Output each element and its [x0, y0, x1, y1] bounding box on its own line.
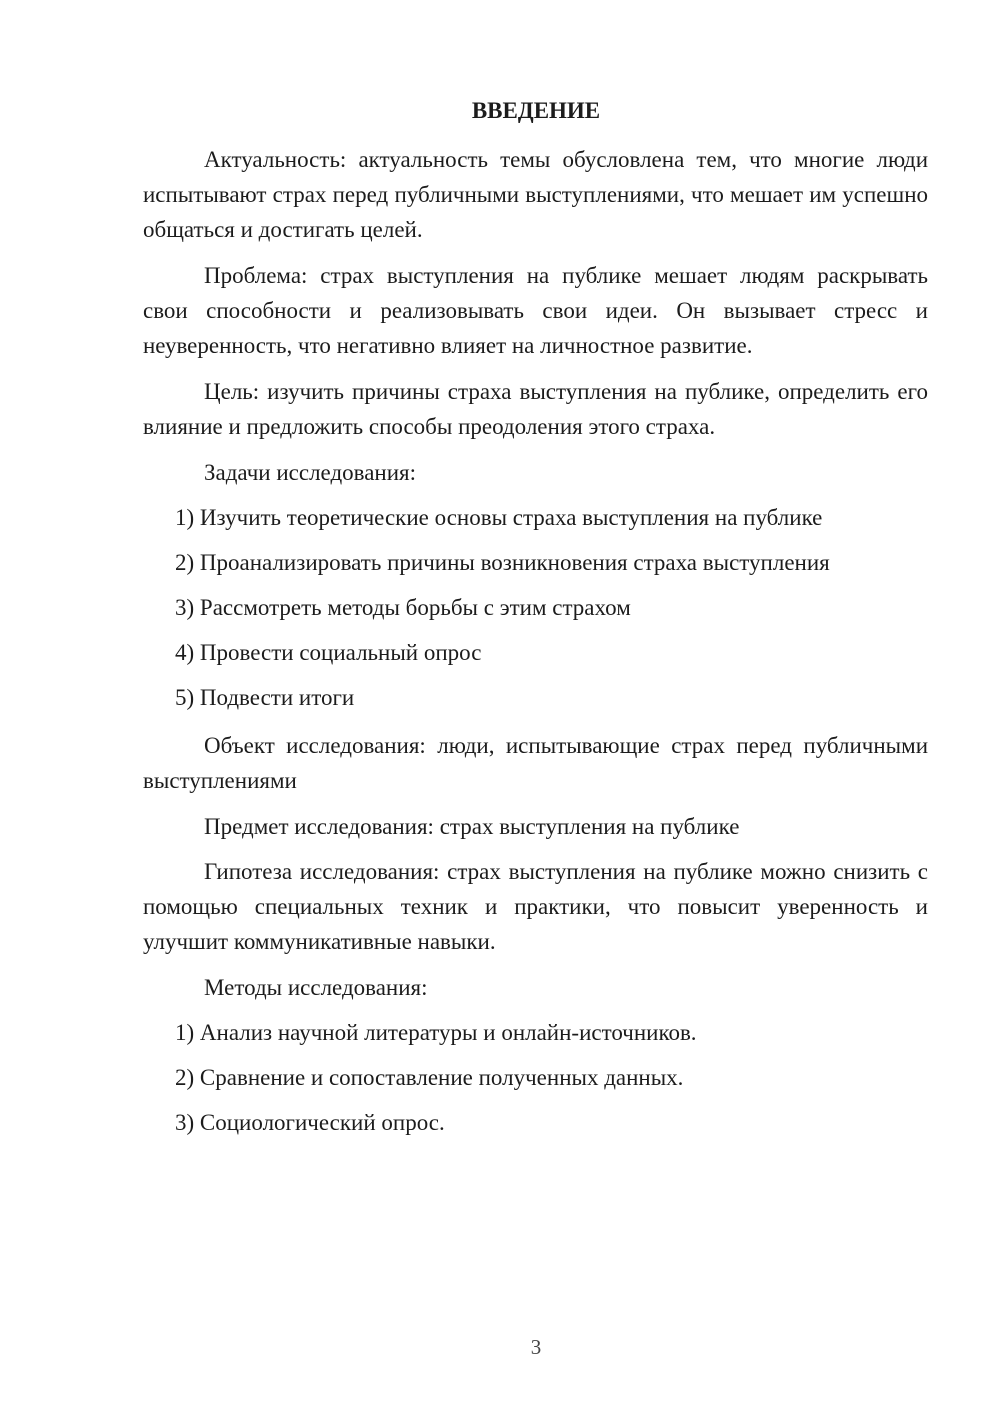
task-item-4: 4) Провести социальный опрос: [175, 640, 482, 665]
page-number: 3: [530, 1335, 542, 1359]
methods-heading: Методы исследования:: [204, 975, 428, 1000]
task-item-3: 3) Рассмотреть методы борьбы с этим страхом: [175, 595, 631, 620]
object-paragraph: Объект исследования: люди, испытывающие страх перед публичными выступлениями: [143, 733, 928, 793]
hypothesis-paragraph: Гипотеза исследования: страх выступления на публике можно снизить с помощью специальных техник и практики, что повысит уверенность и улучшит коммуникативные навыки.: [143, 859, 928, 954]
goal-paragraph: Цель: изучить причины страха выступления на публике, определить его влияние и предложить способы преодоления этого страха.: [143, 379, 928, 439]
task-item-1: 1) Изучить теоретические основы страха выступления на публике: [175, 505, 823, 530]
method-item-2: 2) Сравнение и сопоставление полученных данных.: [175, 1065, 684, 1090]
tasks-heading: Задачи исследования:: [204, 460, 417, 485]
section-title: ВВЕДЕНИЕ: [471, 98, 601, 123]
problem-paragraph: Проблема: страх выступления на публике мешает людям раскрывать свои способности и реализовывать свои идеи. Он вызывает стресс и неуверенность, что негативно влияет на личностное развитие.: [143, 263, 928, 358]
method-item-3: 3) Социологический опрос.: [175, 1110, 445, 1135]
method-item-1: 1) Анализ научной литературы и онлайн-источников.: [175, 1020, 697, 1045]
task-item-5: 5) Подвести итоги: [175, 685, 355, 710]
task-item-2: 2) Проанализировать причины возникновения страха выступления: [175, 550, 830, 575]
relevance-paragraph: Актуальность: актуальность темы обусловлена тем, что многие люди испытывают страх перед публичными выступлениями, что мешает им успешно общаться и достигать целей.: [143, 147, 928, 242]
subject-paragraph: Предмет исследования: страх выступления на публике: [204, 814, 740, 839]
